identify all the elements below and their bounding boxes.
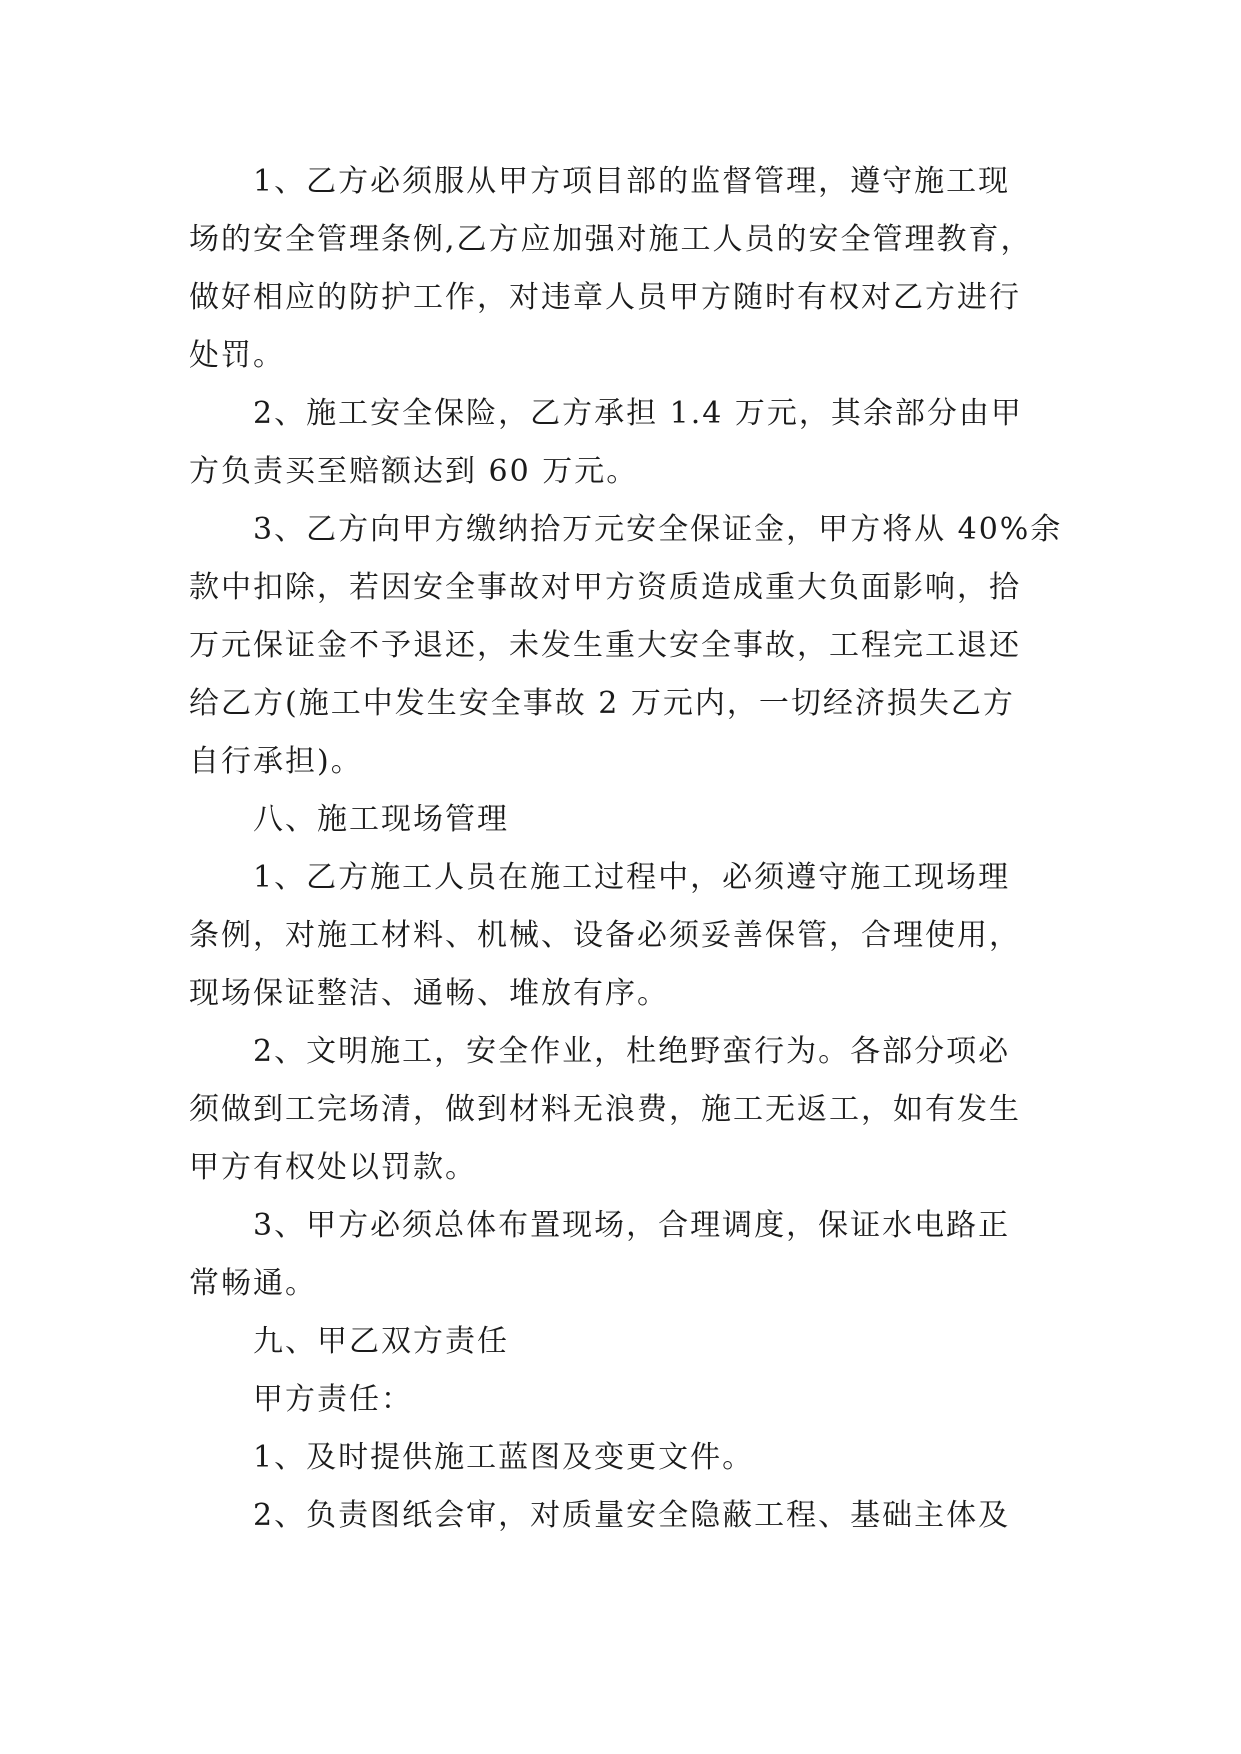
text-line: 万元保证金不予退还，未发生重大安全事故，工程完工退还 [189,628,1021,663]
text-line: 自行承担)。 [189,744,363,779]
text-line: 2、施工安全保险，乙方承担 1.4 万元，其余部分由甲 [253,396,1023,431]
subsection-heading: 甲方责任： [253,1382,413,1417]
text-line: 现场保证整洁、通畅、堆放有序。 [189,976,669,1011]
text-line: 2、文明施工，安全作业，杜绝野蛮行为。各部分项必 [253,1034,1011,1069]
text-line: 处罚。 [189,338,285,373]
text-line: 须做到工完场清，做到材料无浪费，施工无返工，如有发生 [189,1092,1021,1127]
text-line: 1、及时提供施工蓝图及变更文件。 [253,1440,755,1475]
section-heading: 八、施工现场管理 [253,802,509,837]
text-line: 方负责买至赔额达到 60 万元。 [189,454,639,489]
section-heading: 九、甲乙双方责任 [253,1324,509,1359]
text-line: 3、甲方必须总体布置现场，合理调度，保证水电路正 [253,1208,1011,1243]
text-line: 做好相应的防护工作，对违章人员甲方随时有权对乙方进行 [189,280,1021,315]
text-line: 1、乙方施工人员在施工过程中，必须遵守施工现场理 [253,860,1011,895]
text-line: 条例，对施工材料、机械、设备必须妥善保管，合理使用， [189,918,1021,953]
text-line: 常畅通。 [189,1266,317,1301]
text-line: 3、乙方向甲方缴纳拾万元安全保证金，甲方将从 40%余 [253,512,1063,547]
text-line: 1、乙方必须服从甲方项目部的监督管理，遵守施工现 [253,164,1011,199]
text-line: 给乙方(施工中发生安全事故 2 万元内，一切经济损失乙方 [189,686,1015,721]
text-line: 2、负责图纸会审，对质量安全隐蔽工程、基础主体及 [253,1498,1011,1533]
text-line: 款中扣除，若因安全事故对甲方资质造成重大负面影响，拾 [189,570,1021,605]
text-line: 甲方有权处以罚款。 [189,1150,477,1185]
text-line: 场的安全管理条例,乙方应加强对施工人员的安全管理教育， [189,222,1033,257]
document-body [189,153,1109,1545]
